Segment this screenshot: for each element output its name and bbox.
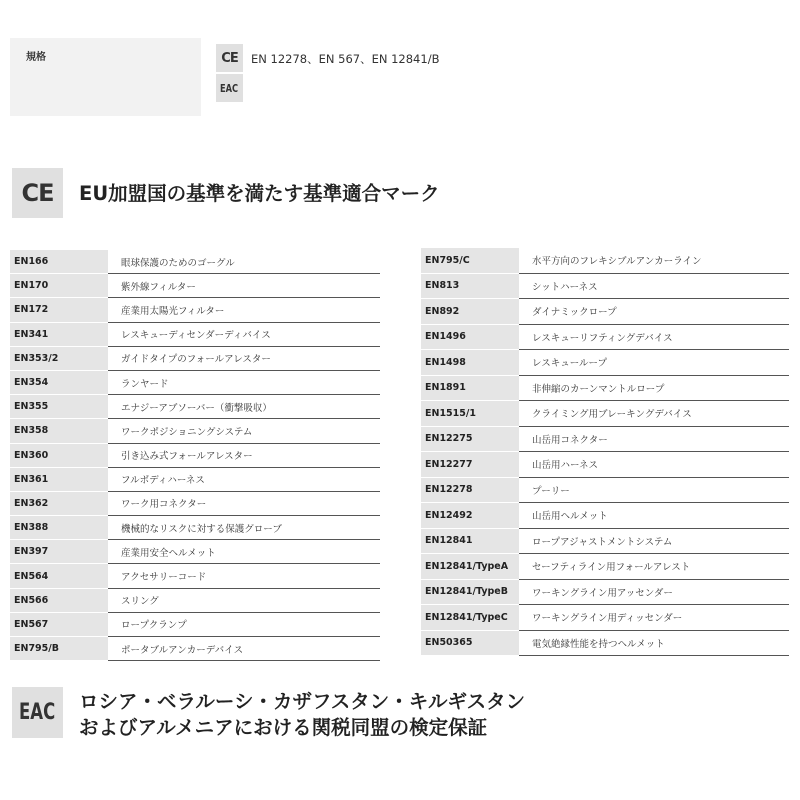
standard-row: [421, 274, 789, 300]
eac-mark-icon: EAC: [216, 74, 243, 102]
standard-description: フルボディハーネス: [108, 468, 380, 492]
eac-section-icon: EAC: [12, 687, 63, 738]
standard-row: [421, 580, 789, 606]
standard-row: [10, 589, 380, 613]
standard-code: EN354: [10, 371, 108, 395]
standard-code: EN12841/TypeA: [421, 554, 519, 580]
standard-code: EN12492: [421, 503, 519, 529]
standard-code: EN892: [421, 299, 519, 325]
standard-row: [10, 274, 380, 298]
standard-description: 水平方向のフレキシブルアンカーライン: [519, 248, 789, 274]
standard-description: ダイナミックロープ: [519, 299, 789, 325]
standard-row: [421, 248, 789, 274]
spec-label: 規格: [26, 52, 46, 63]
standard-row: [421, 631, 789, 657]
standard-description: 山岳用ヘルメット: [519, 503, 789, 529]
standard-row: [10, 516, 380, 540]
standard-code: EN172: [10, 298, 108, 322]
spec-label-box: [10, 38, 201, 116]
standard-code: EN1498: [421, 350, 519, 376]
standard-description: ランヤード: [108, 371, 380, 395]
standard-description: ロープアジャストメントシステム: [519, 529, 789, 555]
standard-description: 産業用安全ヘルメット: [108, 540, 380, 564]
standard-code: EN358: [10, 419, 108, 443]
eac-section-heading-line1: ロシア・ベラルーシ・カザフスタン・キルギスタン: [79, 690, 526, 713]
standard-row: [10, 323, 380, 347]
standard-description: 山岳用ハーネス: [519, 452, 789, 478]
standard-description: ポータブルアンカーデバイス: [108, 637, 380, 661]
standard-row: [421, 325, 789, 351]
standard-code: EN1891: [421, 376, 519, 402]
standard-description: アクセサリーコード: [108, 564, 380, 588]
standard-description: レスキューループ: [519, 350, 789, 376]
standard-code: EN564: [10, 564, 108, 588]
standard-row: [10, 419, 380, 443]
standard-row: [10, 395, 380, 419]
standard-code: EN362: [10, 492, 108, 516]
standards-table-left: [10, 250, 380, 661]
standard-description: 引き込み式フォールアレスター: [108, 444, 380, 468]
standard-description: ロープクランプ: [108, 613, 380, 637]
standard-code: EN355: [10, 395, 108, 419]
standard-code: EN1515/1: [421, 401, 519, 427]
standard-row: [10, 637, 380, 661]
standard-row: [421, 452, 789, 478]
standard-description: 非伸縮のカーンマントルロープ: [519, 376, 789, 402]
standard-description: 眼球保護のためのゴーグル: [108, 250, 380, 274]
standard-row: [10, 492, 380, 516]
standard-code: EN170: [10, 274, 108, 298]
standard-code: EN567: [10, 613, 108, 637]
standard-description: ワーキングライン用アッセンダー: [519, 580, 789, 606]
standard-description: 産業用太陽光フィルター: [108, 298, 380, 322]
standard-description: ワークポジショニングシステム: [108, 419, 380, 443]
standard-code: EN795/B: [10, 637, 108, 661]
standard-row: [10, 468, 380, 492]
standard-row: [10, 444, 380, 468]
standard-description: ワーク用コネクター: [108, 492, 380, 516]
standard-description: スリング: [108, 589, 380, 613]
standard-description: 山岳用コネクター: [519, 427, 789, 453]
standard-row: [421, 529, 789, 555]
standard-description: 電気絶縁性能を持つヘルメット: [519, 631, 789, 657]
standard-row: [421, 503, 789, 529]
standard-code: EN388: [10, 516, 108, 540]
standard-code: EN341: [10, 323, 108, 347]
standard-row: [421, 554, 789, 580]
standard-row: [421, 427, 789, 453]
standards-table-right: [421, 248, 789, 656]
standard-description: ガイドタイプのフォールアレスター: [108, 347, 380, 371]
standard-row: [421, 376, 789, 402]
standard-row: [10, 298, 380, 322]
standard-description: ワーキングライン用ディッセンダー: [519, 605, 789, 631]
standard-description: シットハーネス: [519, 274, 789, 300]
standard-code: EN1496: [421, 325, 519, 351]
standard-code: EN813: [421, 274, 519, 300]
standard-code: EN12841/TypeC: [421, 605, 519, 631]
standard-description: クライミング用ブレーキングデバイス: [519, 401, 789, 427]
ce-section-icon: CE: [12, 168, 63, 218]
standard-code: EN50365: [421, 631, 519, 657]
standard-row: [421, 350, 789, 376]
standard-code: EN795/C: [421, 248, 519, 274]
standard-code: EN12841/TypeB: [421, 580, 519, 606]
standard-code: EN361: [10, 468, 108, 492]
standard-row: [10, 540, 380, 564]
standard-code: EN397: [10, 540, 108, 564]
standard-row: [421, 478, 789, 504]
standard-code: EN12277: [421, 452, 519, 478]
standard-row: [10, 564, 380, 588]
standard-code: EN12841: [421, 529, 519, 555]
ce-section-heading: EU加盟国の基準を満たす基準適合マーク: [79, 182, 440, 205]
standard-code: EN12275: [421, 427, 519, 453]
standard-row: [421, 299, 789, 325]
standard-code: EN353/2: [10, 347, 108, 371]
standard-row: [10, 250, 380, 274]
standard-row: [10, 347, 380, 371]
standard-description: プーリー: [519, 478, 789, 504]
standard-row: [10, 371, 380, 395]
standard-row: [10, 613, 380, 637]
standard-row: [421, 605, 789, 631]
standard-description: 機械的なリスクに対する保護グローブ: [108, 516, 380, 540]
standard-description: レスキューリフティングデバイス: [519, 325, 789, 351]
standard-description: セーフティライン用フォールアレスト: [519, 554, 789, 580]
ce-mark-icon: CE: [216, 44, 243, 72]
standard-code: EN360: [10, 444, 108, 468]
standard-code: EN566: [10, 589, 108, 613]
eac-section-heading-line2: およびアルメニアにおける関税同盟の検定保証: [79, 716, 488, 739]
standard-code: EN12278: [421, 478, 519, 504]
standard-description: エナジーアブソーバー（衝撃吸収）: [108, 395, 380, 419]
spec-standards-text: EN 12278、EN 567、EN 12841/B: [251, 52, 440, 66]
standard-row: [421, 401, 789, 427]
standard-description: 紫外線フィルター: [108, 274, 380, 298]
standard-code: EN166: [10, 250, 108, 274]
standard-description: レスキューディセンダーディバイス: [108, 323, 380, 347]
